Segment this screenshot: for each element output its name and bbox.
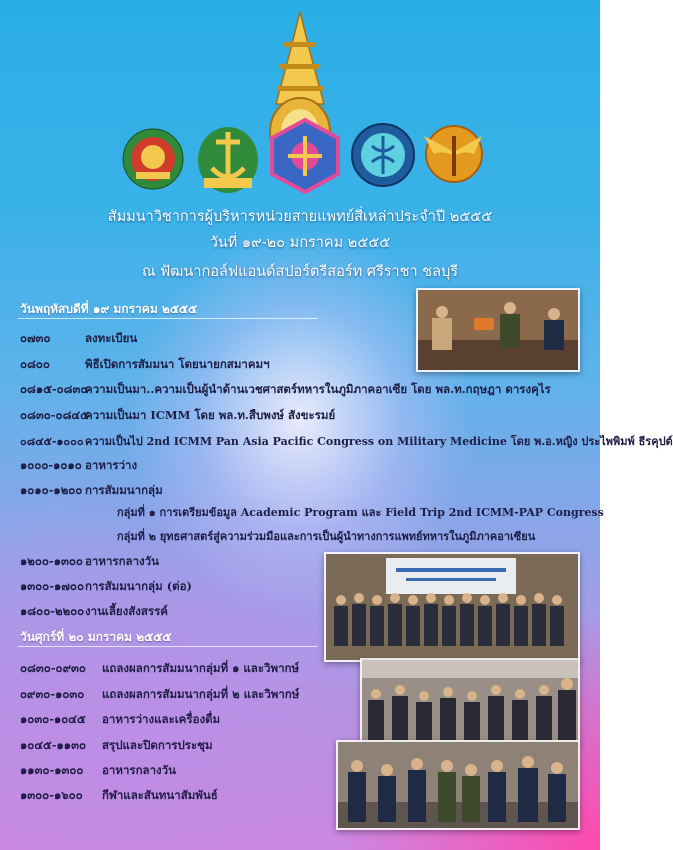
event: การสัมมนากลุ่ม — [85, 483, 163, 497]
event: ความเป็นมา ICMM โดย พล.ท.สืบพงษ์ สังขะรมย์ — [85, 408, 336, 422]
day1-title: วันพฤหัสบดีที่ ๑๙ มกราคม ๒๕๕๕ — [20, 302, 198, 316]
schedule-row — [20, 432, 673, 450]
group-1-topic: กลุ่มที่ ๑ การเตรียมข้อมูล Academic Program และ Field Trip 2nd ICMM-PAP Congress — [117, 506, 604, 519]
schedule-row — [20, 407, 335, 425]
schedule-row — [20, 686, 299, 704]
seminar-photo-panel — [416, 288, 580, 372]
time: ๐๗๓๐ — [20, 331, 51, 345]
time: ๑๓๐๐-๑๗๐๐ — [20, 579, 84, 593]
time: ๑๘๐๐-๒๒๐๐ — [20, 604, 85, 618]
event: ลงทะเบียน — [85, 331, 138, 345]
divider — [18, 646, 318, 647]
schedule-row — [20, 762, 176, 780]
schedule-row — [20, 578, 192, 596]
air-force-medical-seal-icon — [420, 120, 486, 186]
schedule-row — [20, 457, 137, 475]
time: ๑๐๓๐-๑๐๔๕ — [20, 712, 86, 726]
schedule-row — [20, 737, 213, 755]
event: สรุปและปิดการประชุม — [102, 738, 213, 752]
schedule-row — [20, 603, 168, 621]
schedule-row — [20, 553, 159, 571]
army-medical-seal-icon — [122, 128, 184, 190]
time: ๐๘๐๐ — [20, 357, 50, 371]
time: ๐๘๓๐-๐๘๔๕ — [20, 408, 89, 422]
time: ๑๑๓๐-๑๓๐๐ — [20, 763, 84, 777]
event: พิธีเปิดการสัมมนา โดยนายกสมาคมฯ — [85, 357, 270, 371]
event: ความเป็นไป 2nd ICMM Pan Asia Pacific Congress on Military Medicine โดย พ.อ.หญิง ประไพพิมพ์ ธีรคุปต์ — [85, 435, 673, 448]
navy-anchor-seal-icon — [196, 124, 260, 194]
event: อาหารว่าง — [85, 458, 138, 472]
schedule-row — [20, 356, 270, 374]
divider — [18, 318, 318, 319]
audience-photo — [360, 658, 580, 744]
event: งานเลี้ยงสังสรรค์ — [85, 604, 168, 618]
time: ๐๙๓๐-๑๐๓๐ — [20, 687, 85, 701]
event: แถลงผลการสัมมนากลุ่มที่ ๒ และวิพากษ์ — [102, 687, 300, 701]
time: ๑๓๐๐-๑๖๐๐ — [20, 788, 83, 802]
event-title: สัมมนาวิชาการผู้บริหารหน่วยสายแพทย์สี่เหล่าประจำปี ๒๕๕๕ — [107, 209, 493, 225]
time: ๐๘๑๕-๐๘๓๐ — [20, 382, 88, 396]
armed-forces-medical-seal-icon — [270, 118, 340, 194]
schedule-row — [20, 711, 220, 729]
event: อาหารว่างและเครื่องดื่ม — [102, 712, 221, 726]
schedule-row — [20, 787, 218, 805]
event-dates: วันที่ ๑๙-๒๐ มกราคม ๒๕๕๕ — [209, 235, 391, 251]
time: ๐๘๓๐-๐๙๓๐ — [20, 661, 86, 675]
hall-photo — [336, 740, 580, 830]
event: กีฬาและสันทนาสัมพันธ์ — [102, 788, 218, 802]
event-venue: ณ ฟัฒนากอล์ฟแอนด์สปอร์ตรีสอร์ท ศรีราชา ชลบุรี — [141, 264, 458, 280]
event: อาหารกลางวัน — [102, 763, 176, 777]
schedule-row — [20, 482, 163, 500]
event: ความเป็นมา..ความเป็นผู้นำด้านเวชศาสตร์ทหารในภูมิภาคอาเซีย โดย พล.ท.กฤษฎา ดารงคุไร — [85, 382, 551, 396]
day2-title: วันศุกร์ที่ ๒๐ มกราคม ๒๕๕๕ — [20, 630, 172, 644]
event: การสัมมนากลุ่ม (ต่อ) — [85, 579, 192, 593]
schedule-row — [20, 660, 299, 678]
schedule-row — [20, 330, 137, 348]
event: อาหารกลางวัน — [85, 554, 159, 568]
time: ๐๘๔๕-๑๐๐๐ — [20, 435, 84, 448]
event: แถลงผลการสัมมนากลุ่มที่ ๑ และวิพากษ์ — [102, 661, 300, 675]
group-photo — [324, 552, 580, 662]
time: ๑๐๐๐-๑๐๑๐ — [20, 458, 82, 472]
time: ๑๐๑๐-๑๒๐๐ — [20, 483, 83, 497]
schedule-row — [20, 381, 551, 399]
police-medical-seal-icon — [350, 122, 416, 188]
group-2-topic: กลุ่มที่ ๒ ยุทธศาสตร์สู่ความร่วมมือและการเป็นผู้นำทางการแพทย์ทหารในภูมิภาคอาเซียน — [117, 530, 536, 543]
time: ๑๐๔๕-๑๑๓๐ — [20, 738, 86, 752]
time: ๑๒๐๐-๑๓๐๐ — [20, 554, 83, 568]
